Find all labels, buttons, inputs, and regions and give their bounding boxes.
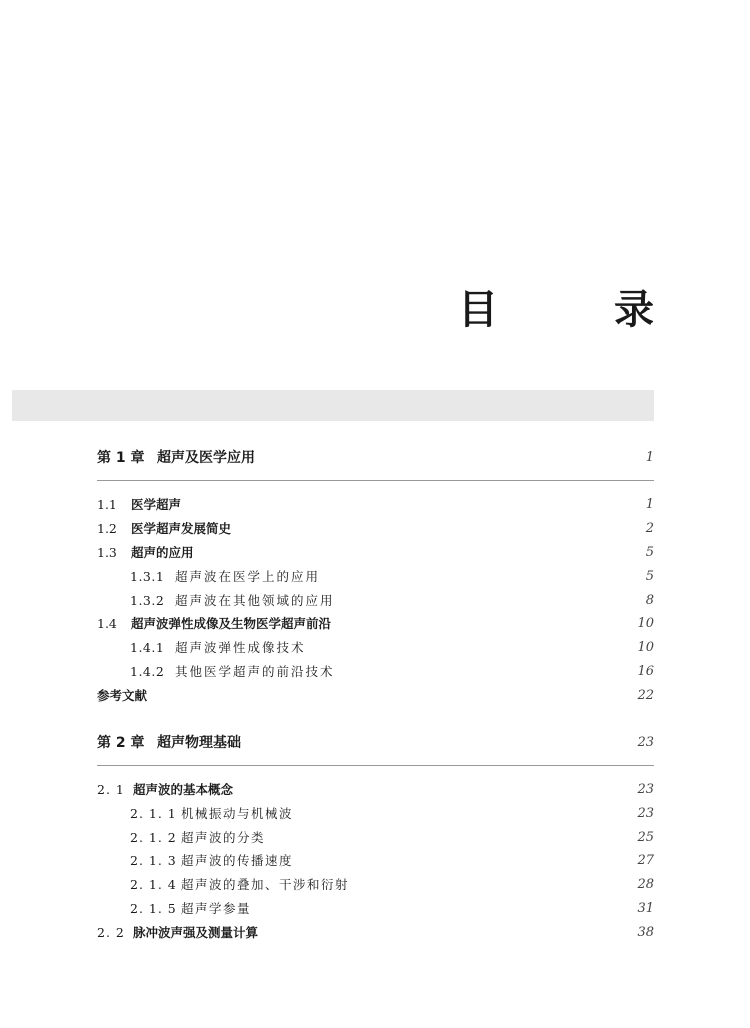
toc-entry[interactable] xyxy=(97,873,654,897)
page-number: 38 xyxy=(637,925,654,940)
section-number: 1.3 xyxy=(97,545,117,560)
section-number: 2. 1. 2 xyxy=(130,830,177,845)
section-title: 超声波在医学上的应用 xyxy=(175,569,321,584)
section-number: 2. 1. 5 xyxy=(130,901,177,916)
page-number: 5 xyxy=(645,569,654,584)
page-number: 16 xyxy=(637,664,654,679)
chapter-number: 第 1 章 xyxy=(97,450,145,466)
section-title: 超声波的基本概念 xyxy=(133,782,234,797)
title-band xyxy=(12,390,654,421)
chapter-title: 超声及医学应用 xyxy=(157,450,255,466)
page-number: 5 xyxy=(645,545,654,560)
section-title: 超声波弹性成像及生物医学超声前沿 xyxy=(131,616,332,631)
section-number: 1.4.1 xyxy=(130,640,165,655)
section-title: 参考文献 xyxy=(97,688,148,703)
toc-entry[interactable] xyxy=(97,897,654,921)
section-title: 超声波的分类 xyxy=(181,830,266,845)
page-number: 27 xyxy=(637,853,654,868)
section-title: 超声波的叠加、干涉和衍射 xyxy=(181,877,350,892)
section-number: 1.3.1 xyxy=(130,569,165,584)
section-title: 超声波弹性成像技术 xyxy=(175,640,306,655)
toc-entry[interactable] xyxy=(97,849,654,873)
toc-entry[interactable] xyxy=(97,826,654,850)
section-title: 超声波在其他领域的应用 xyxy=(175,593,335,608)
section-number: 2. 1. 1 xyxy=(130,806,177,821)
toc-entry[interactable] xyxy=(97,921,654,945)
section-number: 1.4 xyxy=(97,616,117,631)
section-title: 超声波的传播速度 xyxy=(181,853,294,868)
page-number: 31 xyxy=(637,901,654,916)
toc-entry[interactable] xyxy=(97,636,654,660)
page-title: 目 录 xyxy=(458,286,692,333)
page-number: 25 xyxy=(637,830,654,845)
page-number: 1 xyxy=(645,497,654,512)
section-number: 1.4.2 xyxy=(130,664,165,679)
page-number: 23 xyxy=(637,735,654,750)
toc-entry[interactable] xyxy=(97,778,654,802)
toc-entry[interactable] xyxy=(97,541,654,565)
toc-entry[interactable] xyxy=(97,802,654,826)
page-number: 23 xyxy=(637,782,654,797)
chapter-divider xyxy=(97,765,654,766)
toc-entry[interactable] xyxy=(97,517,654,541)
section-number: 2. 1 xyxy=(97,782,125,797)
chapter-divider xyxy=(97,480,654,481)
section-number: 1.3.2 xyxy=(130,593,165,608)
page-number: 2 xyxy=(645,521,654,536)
section-title: 超声的应用 xyxy=(131,545,194,560)
toc-entry-references[interactable] xyxy=(97,684,654,708)
section-number: 1.2 xyxy=(97,521,117,536)
toc-entry[interactable] xyxy=(97,589,654,613)
section-title: 超声学参量 xyxy=(181,901,252,916)
toc-entry[interactable] xyxy=(97,660,654,684)
page-number: 28 xyxy=(637,877,654,892)
page-number: 1 xyxy=(645,450,654,465)
section-number: 2. 1. 3 xyxy=(130,853,177,868)
chapter-title: 超声物理基础 xyxy=(157,735,241,751)
page-number: 23 xyxy=(637,806,654,821)
section-number: 2. 2 xyxy=(97,925,125,940)
chapter-heading[interactable] xyxy=(97,731,654,755)
toc-entry[interactable] xyxy=(97,565,654,589)
section-title: 其他医学超声的前沿技术 xyxy=(175,664,335,679)
section-title: 医学超声 xyxy=(131,497,182,512)
toc-entry[interactable] xyxy=(97,612,654,636)
chapter-heading[interactable] xyxy=(97,446,654,470)
toc-entry[interactable] xyxy=(97,493,654,517)
section-title: 医学超声发展简史 xyxy=(131,521,232,536)
page-number: 8 xyxy=(645,593,654,608)
page-number: 10 xyxy=(637,640,654,655)
chapter-number: 第 2 章 xyxy=(97,735,145,751)
section-title: 脉冲波声强及测量计算 xyxy=(133,925,259,940)
page-number: 10 xyxy=(637,616,654,631)
section-number: 2. 1. 4 xyxy=(130,877,177,892)
section-title: 机械振动与机械波 xyxy=(181,806,294,821)
section-number: 1.1 xyxy=(97,497,117,512)
page-number: 22 xyxy=(637,688,654,703)
